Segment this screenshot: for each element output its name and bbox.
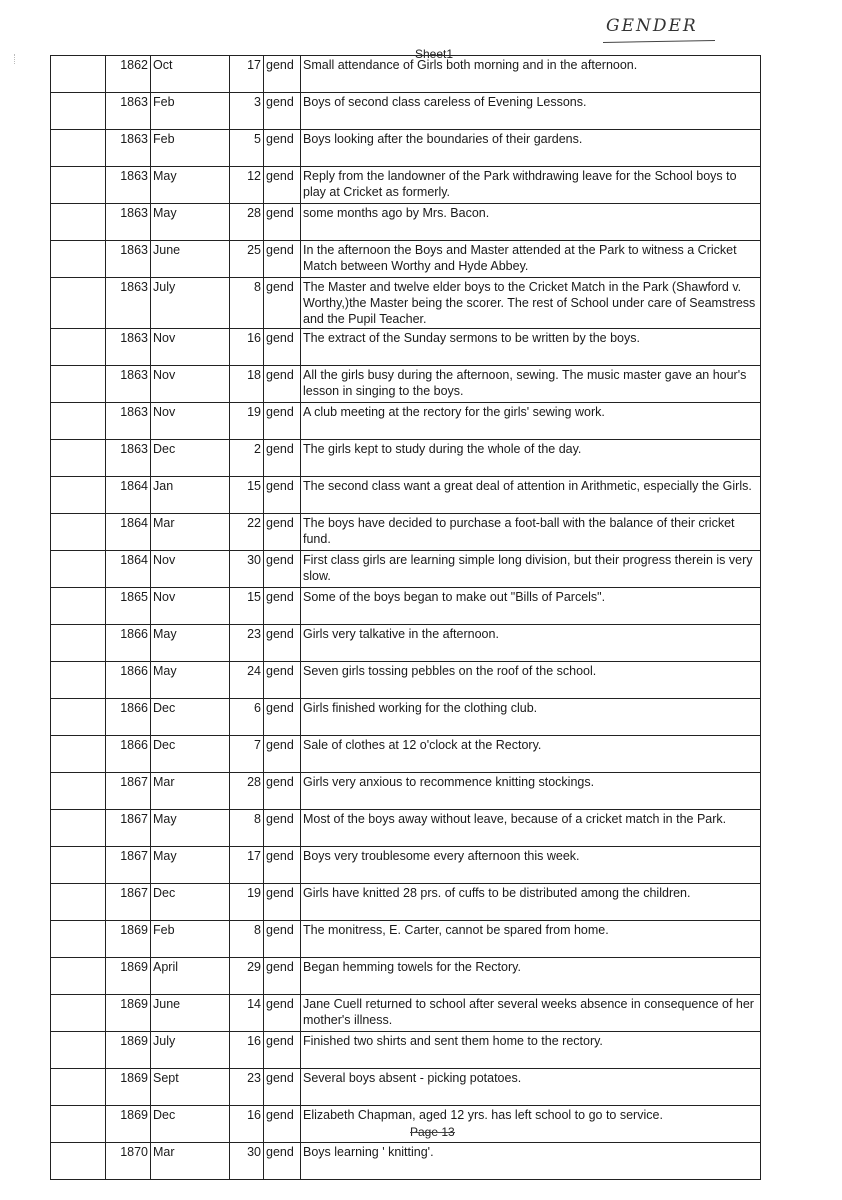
blank-cell	[51, 662, 106, 699]
year-cell: 1863	[106, 403, 151, 440]
code-cell: gend	[264, 241, 301, 278]
day-cell: 17	[230, 847, 264, 884]
code-cell: gend	[264, 130, 301, 167]
blank-cell	[51, 1069, 106, 1106]
year-cell: 1867	[106, 810, 151, 847]
blank-cell	[51, 810, 106, 847]
day-cell: 3	[230, 93, 264, 130]
handwritten-annotation: GENDER	[606, 16, 698, 36]
table-row	[51, 921, 761, 958]
entry-cell: In the afternoon the Boys and Master attended at the Park to witness a Cricket Match between Worthy and Hyde Abbey.	[301, 241, 761, 278]
day-cell: 22	[230, 514, 264, 551]
day-cell: 12	[230, 167, 264, 204]
table-row	[51, 440, 761, 477]
table-row	[51, 403, 761, 440]
month-cell: Feb	[151, 93, 230, 130]
year-cell: 1866	[106, 736, 151, 773]
year-cell: 1863	[106, 440, 151, 477]
year-cell: 1866	[106, 662, 151, 699]
day-cell: 18	[230, 366, 264, 403]
entry-cell: Boys of second class careless of Evening Lessons.	[301, 93, 761, 130]
year-cell: 1867	[106, 773, 151, 810]
sheet-name: Sheet1	[415, 47, 454, 61]
year-cell: 1863	[106, 278, 151, 329]
month-cell: Nov	[151, 551, 230, 588]
month-cell: Nov	[151, 366, 230, 403]
day-cell: 16	[230, 1032, 264, 1069]
month-cell: Feb	[151, 921, 230, 958]
table-row	[51, 93, 761, 130]
day-cell: 19	[230, 884, 264, 921]
day-cell: 19	[230, 403, 264, 440]
code-cell: gend	[264, 56, 301, 93]
month-cell: May	[151, 847, 230, 884]
blank-cell	[51, 278, 106, 329]
code-cell: gend	[264, 1143, 301, 1180]
blank-cell	[51, 625, 106, 662]
year-cell: 1866	[106, 625, 151, 662]
year-cell: 1864	[106, 551, 151, 588]
code-cell: gend	[264, 884, 301, 921]
year-cell: 1865	[106, 588, 151, 625]
month-cell: Dec	[151, 884, 230, 921]
blank-cell	[51, 93, 106, 130]
entry-cell: Most of the boys away without leave, because of a cricket match in the Park.	[301, 810, 761, 847]
year-cell: 1862	[106, 56, 151, 93]
code-cell: gend	[264, 551, 301, 588]
entry-cell: some months ago by Mrs. Bacon.	[301, 204, 761, 241]
entry-cell: The girls kept to study during the whole of the day.	[301, 440, 761, 477]
code-cell: gend	[264, 440, 301, 477]
month-cell: Sept	[151, 1069, 230, 1106]
day-cell: 8	[230, 921, 264, 958]
entry-cell: Boys looking after the boundaries of their gardens.	[301, 130, 761, 167]
blank-cell	[51, 440, 106, 477]
entry-cell: Boys learning ' knitting'.	[301, 1143, 761, 1180]
entry-cell: The second class want a great deal of attention in Arithmetic, especially the Girls.	[301, 477, 761, 514]
blank-cell	[51, 514, 106, 551]
table-row	[51, 167, 761, 204]
table-row	[51, 699, 761, 736]
table-row	[51, 477, 761, 514]
code-cell: gend	[264, 1032, 301, 1069]
month-cell: Nov	[151, 403, 230, 440]
blank-cell	[51, 773, 106, 810]
month-cell: Nov	[151, 329, 230, 366]
day-cell: 23	[230, 625, 264, 662]
table-row	[51, 1106, 761, 1143]
code-cell: gend	[264, 167, 301, 204]
entry-cell: Girls very anxious to recommence knitting stockings.	[301, 773, 761, 810]
table-row	[51, 847, 761, 884]
year-cell: 1863	[106, 204, 151, 241]
month-cell: Feb	[151, 130, 230, 167]
day-cell: 25	[230, 241, 264, 278]
year-cell: 1863	[106, 241, 151, 278]
entry-cell: Elizabeth Chapman, aged 12 yrs. has left school to go to service.	[301, 1106, 761, 1143]
year-cell: 1863	[106, 130, 151, 167]
table-row	[51, 995, 761, 1032]
table-row	[51, 958, 761, 995]
year-cell: 1869	[106, 958, 151, 995]
table-row	[51, 662, 761, 699]
day-cell: 2	[230, 440, 264, 477]
code-cell: gend	[264, 329, 301, 366]
table-row	[51, 514, 761, 551]
blank-cell	[51, 241, 106, 278]
table-row	[51, 366, 761, 403]
table-row	[51, 773, 761, 810]
scan-speck	[14, 54, 19, 64]
entry-cell: Jane Cuell returned to school after several weeks absence in consequence of her mother's illness.	[301, 995, 761, 1032]
table-row	[51, 204, 761, 241]
blank-cell	[51, 884, 106, 921]
blank-cell	[51, 1143, 106, 1180]
code-cell: gend	[264, 204, 301, 241]
blank-cell	[51, 403, 106, 440]
year-cell: 1869	[106, 995, 151, 1032]
entry-cell: Small attendance of Girls both morning and in the afternoon.	[301, 56, 761, 93]
table-row	[51, 278, 761, 329]
month-cell: May	[151, 204, 230, 241]
day-cell: 8	[230, 810, 264, 847]
table-row	[51, 1032, 761, 1069]
log-book-body	[51, 56, 761, 1180]
month-cell: Dec	[151, 1106, 230, 1143]
blank-cell	[51, 921, 106, 958]
blank-cell	[51, 699, 106, 736]
code-cell: gend	[264, 625, 301, 662]
day-cell: 30	[230, 551, 264, 588]
table-row	[51, 551, 761, 588]
table-row	[51, 810, 761, 847]
year-cell: 1867	[106, 884, 151, 921]
code-cell: gend	[264, 736, 301, 773]
code-cell: gend	[264, 477, 301, 514]
year-cell: 1863	[106, 167, 151, 204]
day-cell: 14	[230, 995, 264, 1032]
table-row	[51, 56, 761, 93]
month-cell: Mar	[151, 514, 230, 551]
code-cell: gend	[264, 773, 301, 810]
table-row	[51, 1143, 761, 1180]
entry-cell: Girls have knitted 28 prs. of cuffs to be distributed among the children.	[301, 884, 761, 921]
month-cell: Mar	[151, 773, 230, 810]
day-cell: 15	[230, 588, 264, 625]
table-row	[51, 736, 761, 773]
entry-cell: Several boys absent - picking potatoes.	[301, 1069, 761, 1106]
day-cell: 23	[230, 1069, 264, 1106]
table-row	[51, 329, 761, 366]
code-cell: gend	[264, 366, 301, 403]
entry-cell: First class girls are learning simple long division, but their progress therein is very slow.	[301, 551, 761, 588]
entry-cell: The Master and twelve elder boys to the Cricket Match in the Park (Shawford v. Worthy,)the Master being the scorer. The rest of School under care of Seamstress and the Pupil Teacher.	[301, 278, 761, 329]
year-cell: 1866	[106, 699, 151, 736]
month-cell: Dec	[151, 736, 230, 773]
blank-cell	[51, 551, 106, 588]
year-cell: 1863	[106, 329, 151, 366]
day-cell: 16	[230, 1106, 264, 1143]
table-row	[51, 625, 761, 662]
entry-cell: Seven girls tossing pebbles on the roof of the school.	[301, 662, 761, 699]
day-cell: 8	[230, 278, 264, 329]
month-cell: Nov	[151, 588, 230, 625]
month-cell: Dec	[151, 440, 230, 477]
entry-cell: Sale of clothes at 12 o'clock at the Rectory.	[301, 736, 761, 773]
day-cell: 28	[230, 773, 264, 810]
day-cell: 5	[230, 130, 264, 167]
day-cell: 16	[230, 329, 264, 366]
month-cell: April	[151, 958, 230, 995]
code-cell: gend	[264, 1069, 301, 1106]
day-cell: 29	[230, 958, 264, 995]
page-number: Page 13	[410, 1125, 455, 1139]
table-row	[51, 1069, 761, 1106]
blank-cell	[51, 958, 106, 995]
day-cell: 7	[230, 736, 264, 773]
month-cell: May	[151, 810, 230, 847]
blank-cell	[51, 366, 106, 403]
entry-cell: Boys very troublesome every afternoon this week.	[301, 847, 761, 884]
log-book-table	[50, 55, 761, 1180]
blank-cell	[51, 56, 106, 93]
day-cell: 17	[230, 56, 264, 93]
code-cell: gend	[264, 995, 301, 1032]
month-cell: Jan	[151, 477, 230, 514]
year-cell: 1869	[106, 1032, 151, 1069]
month-cell: May	[151, 167, 230, 204]
code-cell: gend	[264, 810, 301, 847]
month-cell: July	[151, 1032, 230, 1069]
code-cell: gend	[264, 514, 301, 551]
blank-cell	[51, 204, 106, 241]
blank-cell	[51, 167, 106, 204]
table-row	[51, 130, 761, 167]
code-cell: gend	[264, 278, 301, 329]
table-row	[51, 884, 761, 921]
month-cell: Oct	[151, 56, 230, 93]
table-row	[51, 241, 761, 278]
entry-cell: Some of the boys began to make out "Bills of Parcels".	[301, 588, 761, 625]
blank-cell	[51, 736, 106, 773]
month-cell: June	[151, 241, 230, 278]
code-cell: gend	[264, 847, 301, 884]
entry-cell: The boys have decided to purchase a foot-ball with the balance of their cricket fund.	[301, 514, 761, 551]
code-cell: gend	[264, 588, 301, 625]
code-cell: gend	[264, 93, 301, 130]
day-cell: 28	[230, 204, 264, 241]
blank-cell	[51, 130, 106, 167]
blank-cell	[51, 1106, 106, 1143]
month-cell: June	[151, 995, 230, 1032]
month-cell: May	[151, 662, 230, 699]
entry-cell: Began hemming towels for the Rectory.	[301, 958, 761, 995]
table-row	[51, 588, 761, 625]
entry-cell: A club meeting at the rectory for the girls' sewing work.	[301, 403, 761, 440]
entry-cell: Finished two shirts and sent them home to the rectory.	[301, 1032, 761, 1069]
year-cell: 1869	[106, 921, 151, 958]
year-cell: 1863	[106, 93, 151, 130]
entry-cell: Girls very talkative in the afternoon.	[301, 625, 761, 662]
blank-cell	[51, 329, 106, 366]
code-cell: gend	[264, 921, 301, 958]
year-cell: 1869	[106, 1069, 151, 1106]
year-cell: 1863	[106, 366, 151, 403]
code-cell: gend	[264, 958, 301, 995]
day-cell: 30	[230, 1143, 264, 1180]
entry-cell: The monitress, E. Carter, cannot be spared from home.	[301, 921, 761, 958]
year-cell: 1869	[106, 1106, 151, 1143]
blank-cell	[51, 1032, 106, 1069]
entry-cell: The extract of the Sunday sermons to be written by the boys.	[301, 329, 761, 366]
blank-cell	[51, 477, 106, 514]
day-cell: 6	[230, 699, 264, 736]
entry-cell: All the girls busy during the afternoon, sewing. The music master gave an hour's lesson in singing to the boys.	[301, 366, 761, 403]
year-cell: 1864	[106, 514, 151, 551]
month-cell: May	[151, 625, 230, 662]
month-cell: July	[151, 278, 230, 329]
year-cell: 1870	[106, 1143, 151, 1180]
blank-cell	[51, 995, 106, 1032]
code-cell: gend	[264, 699, 301, 736]
entry-cell: Girls finished working for the clothing club.	[301, 699, 761, 736]
entry-cell: Reply from the landowner of the Park withdrawing leave for the School boys to play at Cricket as formerly.	[301, 167, 761, 204]
year-cell: 1867	[106, 847, 151, 884]
day-cell: 15	[230, 477, 264, 514]
annotation-underline	[603, 40, 715, 43]
code-cell: gend	[264, 662, 301, 699]
code-cell: gend	[264, 1106, 301, 1143]
year-cell: 1864	[106, 477, 151, 514]
blank-cell	[51, 588, 106, 625]
blank-cell	[51, 847, 106, 884]
month-cell: Dec	[151, 699, 230, 736]
code-cell: gend	[264, 403, 301, 440]
day-cell: 24	[230, 662, 264, 699]
month-cell: Mar	[151, 1143, 230, 1180]
